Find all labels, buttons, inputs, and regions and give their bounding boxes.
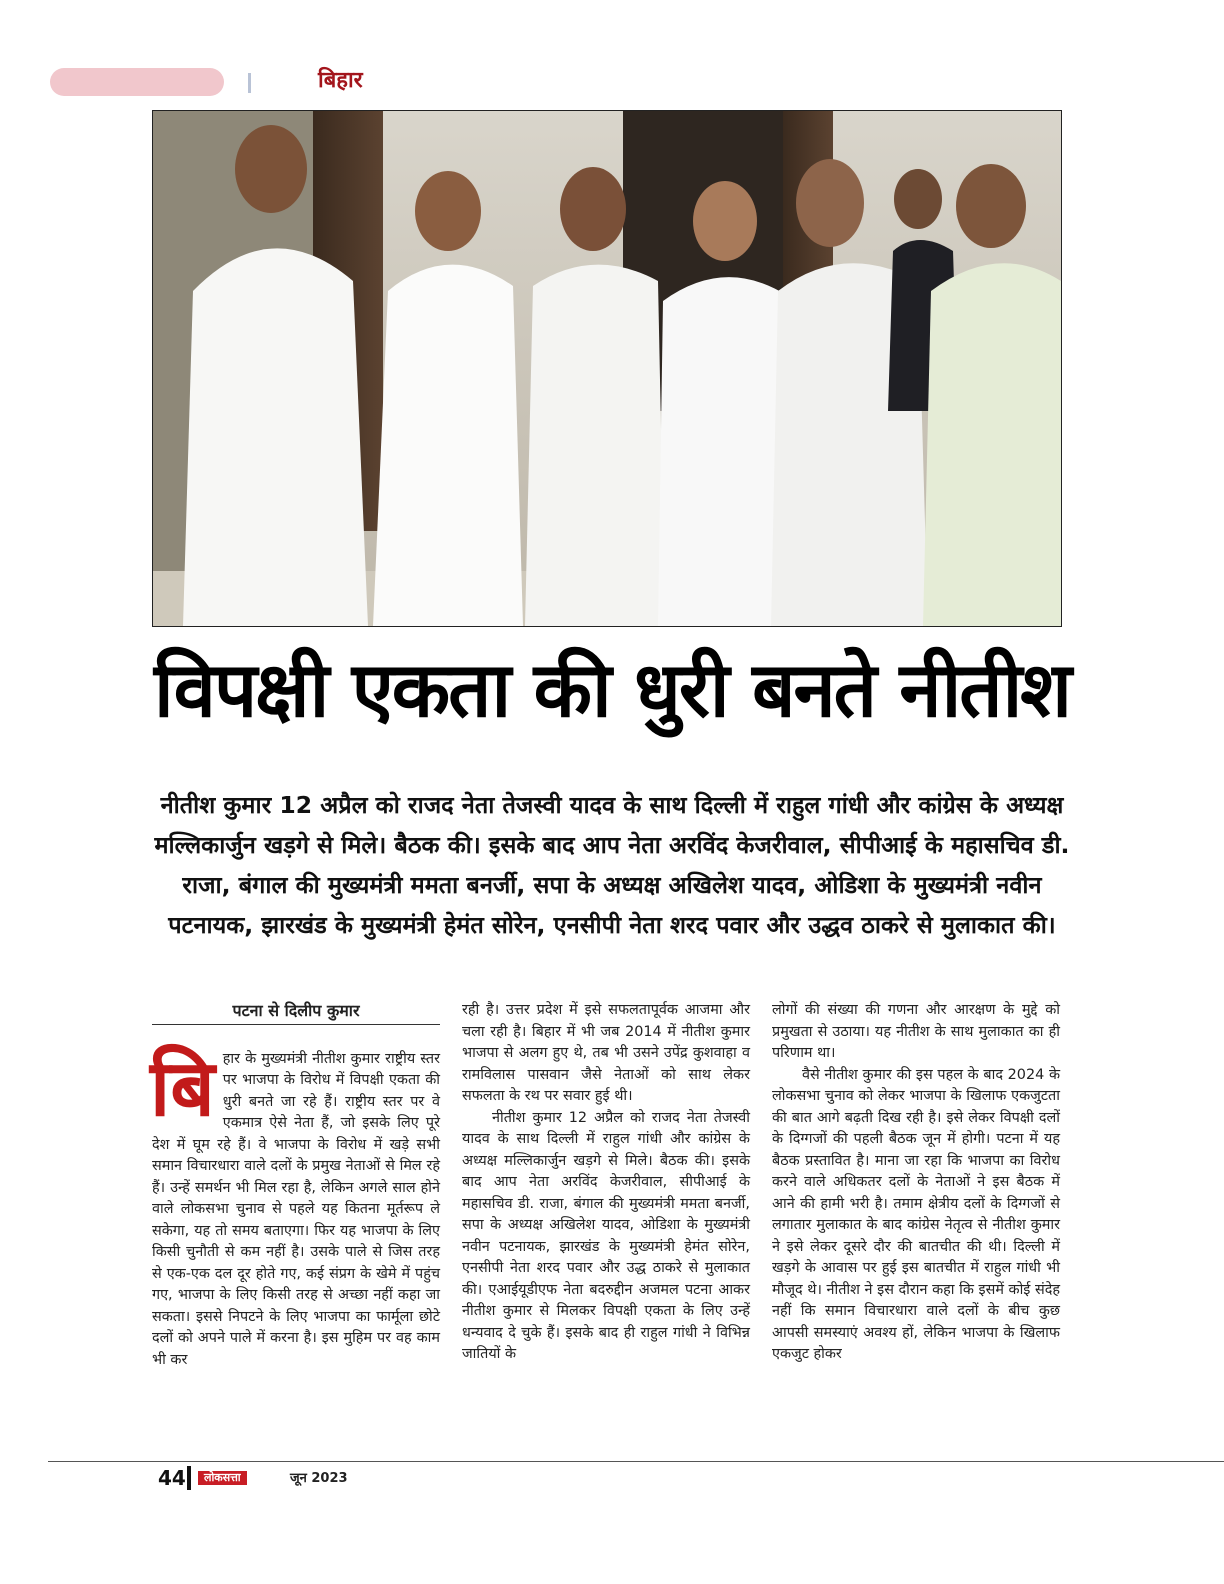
article-paragraph: रही है। उत्तर प्रदेश में इसे सफलतापूर्वक आजमा और चला रही है। बिहार में भी जब 2014 में नीतीश कुमार भाजपा से अलग हुए थे, तब भी उसने उपेंद्र कुशवाहा व रामविलास पासवान जैसे नेताओं को साथ लेकर सफलता के रथ पर सवार हुई थी। xyxy=(462,1002,750,1104)
publication-logo: लोकसत्ता xyxy=(198,1471,247,1485)
section-pill xyxy=(50,68,224,96)
headline: विपक्षी एकता की धुरी बनते नीतीश xyxy=(154,645,1070,734)
article-column-3 xyxy=(772,1000,1060,1366)
deck: नीतीश कुमार 12 अप्रैल को राजद नेता तेजस्वी यादव के साथ दिल्ली में राहुल गांधी और कांग्रेस के अध्यक्ष मल्लिकार्जुन खड़गे से मिले। बैठक की। इसके बाद आप नेता अरविंद केजरीवाल, सीपीआई के महासचिव डी. राजा, बंगाल की मुख्यमंत्री ममता बनर्जी, सपा के अध्यक्ष अखिलेश यादव, ओडिशा के मुख्यमंत्री नवीन पटनायक, झारखंड के मुख्यमंत्री हेमंत सोरेन, एनसीपी नेता शरद पवार और उद्धव ठाकरे से मुलाकात की। xyxy=(154,791,1070,939)
issue-date: जून 2023 xyxy=(290,1471,348,1486)
group-photo-illustration xyxy=(153,111,1061,626)
footer-divider xyxy=(187,1466,191,1490)
page-number: 44 xyxy=(158,1466,186,1490)
article-paragraph: नीतीश कुमार 12 अप्रैल को राजद नेता तेजस्वी यादव के साथ दिल्ली में राहुल गांधी और कांग्रेस के अध्यक्ष मल्लिकार्जुन खड़गे से मिले। बैठक की। इसके बाद आप नेता अरविंद केजरीवाल, सीपीआई के महासचिव डी. राजा, बंगाल की मुख्यमंत्री ममता बनर्जी, सपा के अध्यक्ष अखिलेश यादव, ओडिशा के मुख्यमंत्री नवीन पटनायक, झारखंड के मुख्यमंत्री हेमंत सोरेन, एनसीपी नेता शरद पवार और उद्ध ठाकरे से मुलाकात की। एआईयूडीएफ नेता बदरुद्दीन अजमल पटना आकर नीतीश कुमार से मिलकर विपक्षी एकता के लिए उन्हें धन्यवाद दे चुके हैं। इसके बाद ही राहुल गांधी ने विभिन्न जातियों के xyxy=(462,1109,750,1362)
byline: पटना से दिलीप कुमार xyxy=(152,1000,440,1025)
article-paragraph: हार के मुख्यमंत्री नीतीश कुमार राष्ट्रीय स्तर पर भाजपा के विरोध में विपक्षी एकता की धुरी बनते जा रहे हैं। राष्ट्रीय स्तर पर वे एकमात्र ऐसे नेता हैं, जो इसके लिए पूरे देश में घूम रहे हैं। वे भाजपा के विरोध में खड़े सभी समान विचारधारा वाले दलों के प्रमुख नेताओं से मिल रहे हैं। उन्हें समर्थन भी मिल रहा है, लेकिन अगले साल होने वाले लोकसभा चुनाव से पहले यह कितना मूर्तरूप ले सकेगा, यह तो समय बताएगा। फिर यह भाजपा के लिए किसी चुनौती से कम नहीं है। उसके पाले से जिस तरह से एक-एक दल दूर होते गए, कई संप्रग के खेमे में पहुंच गए, भाजपा के लिए किसी तरह से अच्छा नहीं कहा जा सकता। इससे निपटने के लिए भाजपा का फार्मूला छोटे दलों को अपने पाले में करना है। इस मुहिम पर वह काम भी कर xyxy=(152,1050,440,1368)
group-photo xyxy=(152,110,1062,627)
article-paragraph: लोगों की संख्या की गणना और आरक्षण के मुद्दे को प्रमुखता से उठाया। यह नीतीश के साथ मुलाकात का ही परिणाम था। xyxy=(772,1002,1060,1061)
article-column-1 xyxy=(152,996,440,1371)
section-label: बिहार xyxy=(318,68,363,93)
dropcap: बि xyxy=(150,1042,215,1134)
footer-rule xyxy=(48,1461,1224,1462)
article-paragraph: वैसे नीतीश कुमार की इस पहल के बाद 2024 के लोकसभा चुनाव को लेकर भाजपा के खिलाफ एकजुटता की बात आगे बढ़ती दिख रही है। इसे लेकर विपक्षी दलों के दिग्गजों की पहली बैठक जून में होगी। पटना में यह बैठक प्रस्तावित है। माना जा रहा कि भाजपा का विरोध करने वाले अधिकतर दलों के नेताओं ने इस बैठक में आने की हामी भरी है। तमाम क्षेत्रीय दलों के दिग्गजों से लगातार मुलाकात के बाद कांग्रेस नेतृत्व से नीतीश कुमार ने इसे लेकर दूसरे दौर की बातचीत की थी। दिल्ली में खड़गे के आवास पर हुई इस बातचीत में राहुल गांधी भी मौजूद थे। नीतीश ने इस दौरान कहा कि इसमें कोई संदेह नहीं कि समान विचारधारा वाले दलों के बीच कुछ आपसी समस्याएं अवश्य हों, लेकिन भाजपा के खिलाफ एकजुट होकर xyxy=(772,1066,1060,1362)
article-column-2 xyxy=(462,1000,750,1366)
section-divider xyxy=(248,73,251,93)
